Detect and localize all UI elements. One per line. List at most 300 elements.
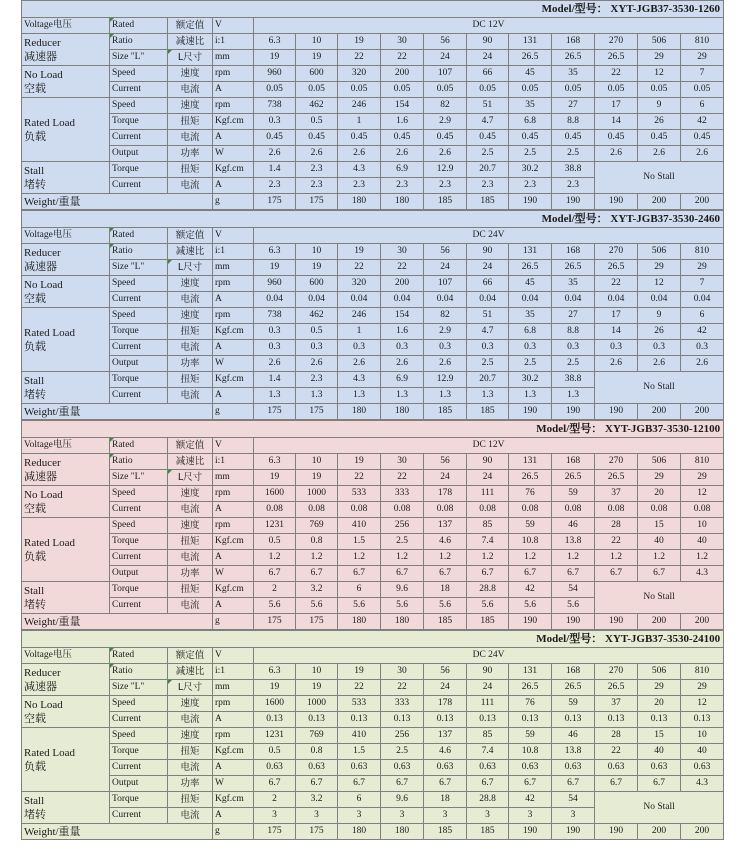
- rl-torque-value: 0.5: [254, 744, 296, 760]
- nl-speed-value: 320: [338, 66, 381, 82]
- rl-current-value: 1.2: [595, 550, 638, 566]
- rl-current-value: 0.45: [595, 130, 638, 146]
- rated-label-cn: 额定值: [168, 648, 213, 664]
- nl-current-value: 0.08: [381, 502, 424, 518]
- size-label: Size "L": [110, 50, 168, 66]
- torque-label: Torque: [110, 582, 168, 598]
- ratedload-label-cn: 负载: [24, 760, 46, 773]
- size-value: 26.5: [552, 680, 595, 696]
- rl-current-value: 0.45: [381, 130, 424, 146]
- rl-output-value: 6.7: [467, 776, 509, 792]
- rl-torque-value: 10.8: [509, 534, 552, 550]
- rl-output-value: 6.7: [638, 776, 681, 792]
- size-value: 26.5: [552, 470, 595, 486]
- size-value: 29: [638, 470, 681, 486]
- rl-current-value: 1.2: [509, 550, 552, 566]
- watt-unit: W: [213, 356, 254, 372]
- rl-torque-value: 4.7: [467, 324, 509, 340]
- ratedload-section: [22, 98, 110, 162]
- weight-value: 190: [509, 194, 552, 210]
- ratedload-label-cn: 负载: [24, 340, 46, 353]
- nl-current-value: 0.05: [254, 82, 296, 98]
- ratio-value: 810: [681, 454, 724, 470]
- ratio-label: Ratio: [110, 454, 168, 470]
- rl-torque-value: 4.6: [424, 534, 467, 550]
- reducer-label: Reducer: [24, 666, 61, 679]
- rl-output-value: 6.7: [595, 776, 638, 792]
- rl-speed-value: 462: [296, 98, 338, 114]
- rated-label-cn: 额定值: [168, 438, 213, 454]
- rl-output-value: 2.6: [424, 356, 467, 372]
- voltage-value: DC 12V: [254, 438, 724, 454]
- st-current-value: 1.3: [296, 388, 338, 404]
- rl-speed-value: 35: [509, 308, 552, 324]
- rated-label: Rated: [110, 228, 168, 244]
- rl-speed-value: 10: [681, 518, 724, 534]
- nl-speed-value: 1000: [296, 486, 338, 502]
- rl-speed-value: 51: [467, 98, 509, 114]
- ratio-value: 56: [424, 244, 467, 260]
- st-torque-value: 1.4: [254, 162, 296, 178]
- rl-output-value: 2.5: [509, 356, 552, 372]
- weight-value: 200: [638, 824, 681, 840]
- st-current-value: 3: [424, 808, 467, 824]
- rl-speed-value: 85: [467, 728, 509, 744]
- ratio-label-cn: 减速比: [168, 454, 213, 470]
- st-torque-value: 6: [338, 582, 381, 598]
- st-torque-value: 6.9: [381, 162, 424, 178]
- rl-speed-value: 51: [467, 308, 509, 324]
- ratio-value: 10: [296, 454, 338, 470]
- ratedload-label: Rated Load: [24, 116, 76, 129]
- rl-speed-value: 17: [595, 98, 638, 114]
- rl-torque-value: 1.5: [338, 744, 381, 760]
- nl-speed-value: 960: [254, 66, 296, 82]
- st-current-value: 5.6: [338, 598, 381, 614]
- reducer-section: [22, 454, 110, 486]
- voltage-label: Voltage电压: [22, 18, 110, 34]
- rl-current-value: 1.2: [552, 550, 595, 566]
- nl-speed-value: 600: [296, 276, 338, 292]
- size-value: 22: [381, 470, 424, 486]
- size-value: 29: [681, 50, 724, 66]
- ratedload-speed-row: [22, 308, 724, 324]
- nl-speed-value: 45: [509, 66, 552, 82]
- model-title: Model/型号： XYT-JGB37-3530-24100: [22, 631, 724, 648]
- weight-value: 200: [638, 404, 681, 420]
- current-label-cn: 电流: [168, 502, 213, 518]
- rl-output-value: 2.6: [296, 146, 338, 162]
- ratio-value: 506: [638, 244, 681, 260]
- rl-current-value: 0.3: [509, 340, 552, 356]
- rl-output-value: 6.7: [467, 566, 509, 582]
- rl-speed-value: 27: [552, 98, 595, 114]
- model-title: Model/型号： XYT-JGB37-3530-1260: [22, 1, 724, 18]
- rl-torque-value: 26: [638, 324, 681, 340]
- size-value: 19: [296, 470, 338, 486]
- noload-current-row: [22, 82, 724, 98]
- ratio-value: 90: [467, 454, 509, 470]
- nl-current-value: 0.04: [424, 292, 467, 308]
- ratio-value: 131: [509, 454, 552, 470]
- rl-speed-value: 256: [381, 518, 424, 534]
- nl-speed-value: 20: [638, 486, 681, 502]
- rl-speed-value: 1231: [254, 518, 296, 534]
- noload-current-row: [22, 292, 724, 308]
- weight-value: 175: [254, 404, 296, 420]
- rl-speed-value: 137: [424, 728, 467, 744]
- kgfcm-unit: Kgf.cm: [213, 582, 254, 598]
- current-label: Current: [110, 760, 168, 776]
- rl-output-value: 2.5: [552, 146, 595, 162]
- nl-speed-value: 66: [467, 66, 509, 82]
- nl-speed-value: 37: [595, 486, 638, 502]
- rl-output-value: 2.6: [638, 146, 681, 162]
- rl-speed-value: 17: [595, 308, 638, 324]
- weight-value: 190: [595, 404, 638, 420]
- size-value: 19: [254, 470, 296, 486]
- model-row: [22, 631, 724, 648]
- rl-torque-value: 13.8: [552, 534, 595, 550]
- size-value: 19: [296, 50, 338, 66]
- rl-current-value: 0.63: [681, 760, 724, 776]
- size-value: 24: [467, 680, 509, 696]
- model-title: Model/型号： XYT-JGB37-3530-2460: [22, 211, 724, 228]
- rl-output-value: 4.3: [681, 566, 724, 582]
- nl-speed-value: 178: [424, 696, 467, 712]
- weight-value: 190: [552, 194, 595, 210]
- voltage-value: DC 12V: [254, 18, 724, 34]
- size-value: 22: [381, 50, 424, 66]
- current-label-cn: 电流: [168, 178, 213, 194]
- rl-speed-value: 410: [338, 728, 381, 744]
- rl-speed-value: 154: [381, 308, 424, 324]
- size-unit: mm: [213, 260, 254, 276]
- st-current-value: 3: [509, 808, 552, 824]
- st-current-value: 3: [338, 808, 381, 824]
- rl-speed-value: 82: [424, 308, 467, 324]
- nl-speed-value: 333: [381, 696, 424, 712]
- nl-current-value: 0.13: [552, 712, 595, 728]
- size-value: 19: [296, 260, 338, 276]
- speed-label: Speed: [110, 276, 168, 292]
- rl-output-value: 4.3: [681, 776, 724, 792]
- size-value: 22: [338, 470, 381, 486]
- torque-label: Torque: [110, 114, 168, 130]
- rl-current-value: 0.63: [509, 760, 552, 776]
- voltage-unit: V: [213, 228, 254, 244]
- nl-speed-value: 7: [681, 66, 724, 82]
- rl-speed-value: 82: [424, 98, 467, 114]
- size-value: 26.5: [595, 260, 638, 276]
- weight-value: 180: [338, 614, 381, 630]
- st-torque-value: 9.6: [381, 792, 424, 808]
- size-value: 26.5: [552, 50, 595, 66]
- nl-current-value: 0.08: [595, 502, 638, 518]
- nl-current-value: 0.13: [381, 712, 424, 728]
- ratio-unit: i:1: [213, 244, 254, 260]
- nl-speed-value: 59: [552, 696, 595, 712]
- ratedload-output-row: [22, 356, 724, 372]
- rated-label: Rated: [110, 648, 168, 664]
- speed-label: Speed: [110, 308, 168, 324]
- speed-label: Speed: [110, 486, 168, 502]
- nl-current-value: 0.08: [552, 502, 595, 518]
- weight-value: 190: [552, 614, 595, 630]
- rl-speed-value: 15: [638, 728, 681, 744]
- rl-torque-value: 0.5: [254, 534, 296, 550]
- kgfcm-unit: Kgf.cm: [213, 372, 254, 388]
- stall-label-cn: 堵转: [24, 598, 46, 611]
- ratio-value: 168: [552, 454, 595, 470]
- weight-value: 200: [681, 404, 724, 420]
- ratio-label: Ratio: [110, 34, 168, 50]
- amp-unit: A: [213, 292, 254, 308]
- rl-torque-value: 40: [638, 534, 681, 550]
- weight-value: 180: [338, 194, 381, 210]
- ratio-label: Ratio: [110, 244, 168, 260]
- rpm-unit: rpm: [213, 98, 254, 114]
- ratedload-current-row: [22, 340, 724, 356]
- output-label-cn: 功率: [168, 566, 213, 582]
- ratio-value: 6.3: [254, 34, 296, 50]
- weight-value: 175: [254, 824, 296, 840]
- noload-label-cn: 空载: [24, 292, 46, 305]
- rl-torque-value: 22: [595, 534, 638, 550]
- ratedload-output-row: [22, 146, 724, 162]
- motor-spec-table: [21, 0, 724, 210]
- rl-output-value: 2.6: [254, 356, 296, 372]
- size-value: 29: [638, 50, 681, 66]
- weight-value: 175: [254, 614, 296, 630]
- rl-speed-value: 1231: [254, 728, 296, 744]
- rl-speed-value: 27: [552, 308, 595, 324]
- watt-unit: W: [213, 776, 254, 792]
- st-torque-value: 9.6: [381, 582, 424, 598]
- rl-output-value: 6.7: [424, 776, 467, 792]
- noload-label-cn: 空载: [24, 712, 46, 725]
- rl-output-value: 2.6: [338, 146, 381, 162]
- nl-speed-value: 533: [338, 486, 381, 502]
- weight-label: Weight/重量: [22, 194, 213, 210]
- rl-speed-value: 246: [338, 98, 381, 114]
- reducer-section: [22, 34, 110, 66]
- weight-row: [22, 194, 724, 210]
- ratedload-section: [22, 518, 110, 582]
- rl-speed-value: 46: [552, 728, 595, 744]
- current-label-cn: 电流: [168, 292, 213, 308]
- rl-current-value: 0.45: [681, 130, 724, 146]
- rl-current-value: 0.45: [467, 130, 509, 146]
- st-torque-value: 30.2: [509, 162, 552, 178]
- noload-section: [22, 696, 110, 728]
- torque-label-cn: 扭矩: [168, 324, 213, 340]
- rl-current-value: 0.63: [424, 760, 467, 776]
- rl-current-value: 0.63: [638, 760, 681, 776]
- st-torque-value: 12.9: [424, 162, 467, 178]
- gram-unit: g: [213, 194, 254, 210]
- kgfcm-unit: Kgf.cm: [213, 114, 254, 130]
- weight-value: 185: [424, 194, 467, 210]
- current-label: Current: [110, 550, 168, 566]
- nl-current-value: 0.13: [509, 712, 552, 728]
- ratio-value: 56: [424, 664, 467, 680]
- rl-output-value: 2.6: [595, 356, 638, 372]
- weight-value: 200: [681, 824, 724, 840]
- voltage-unit: V: [213, 18, 254, 34]
- rl-output-value: 2.5: [467, 356, 509, 372]
- nl-speed-value: 111: [467, 696, 509, 712]
- ratio-value: 270: [595, 244, 638, 260]
- st-current-value: 1.3: [381, 388, 424, 404]
- rl-torque-value: 4.7: [467, 114, 509, 130]
- no-stall-note: No Stall: [595, 372, 724, 404]
- nl-current-value: 0.04: [296, 292, 338, 308]
- rl-torque-value: 42: [681, 324, 724, 340]
- ratedload-section: [22, 728, 110, 792]
- kgfcm-unit: Kgf.cm: [213, 534, 254, 550]
- current-label-cn: 电流: [168, 340, 213, 356]
- rl-torque-value: 8.8: [552, 114, 595, 130]
- st-torque-value: 3.2: [296, 792, 338, 808]
- weight-label: Weight/重量: [22, 404, 213, 420]
- rl-torque-value: 22: [595, 744, 638, 760]
- weight-value: 180: [381, 404, 424, 420]
- speed-label-cn: 速度: [168, 308, 213, 324]
- size-unit: mm: [213, 680, 254, 696]
- output-label: Output: [110, 356, 168, 372]
- rl-torque-value: 1.5: [338, 534, 381, 550]
- rl-torque-value: 0.8: [296, 534, 338, 550]
- current-label: Current: [110, 388, 168, 404]
- nl-current-value: 0.13: [681, 712, 724, 728]
- rl-torque-value: 14: [595, 324, 638, 340]
- stall-label: Stall: [24, 164, 45, 177]
- ratio-value: 270: [595, 454, 638, 470]
- ratedload-torque-row: [22, 534, 724, 550]
- reducer-label-cn: 减速器: [24, 680, 57, 693]
- motor-spec-table: [21, 420, 724, 630]
- speed-label-cn: 速度: [168, 66, 213, 82]
- nl-speed-value: 533: [338, 696, 381, 712]
- rl-current-value: 0.63: [381, 760, 424, 776]
- voltage-row: [22, 18, 724, 34]
- nl-speed-value: 1000: [296, 696, 338, 712]
- ratedload-speed-row: [22, 98, 724, 114]
- rl-speed-value: 15: [638, 518, 681, 534]
- rl-current-value: 1.2: [681, 550, 724, 566]
- rl-speed-value: 137: [424, 518, 467, 534]
- ratedload-current-row: [22, 130, 724, 146]
- output-label: Output: [110, 566, 168, 582]
- st-torque-value: 2.3: [296, 372, 338, 388]
- size-value: 22: [381, 680, 424, 696]
- rpm-unit: rpm: [213, 486, 254, 502]
- weight-value: 180: [381, 194, 424, 210]
- st-current-value: 1.3: [338, 388, 381, 404]
- nl-current-value: 0.04: [467, 292, 509, 308]
- noload-label: No Load: [24, 488, 63, 501]
- nl-current-value: 0.13: [467, 712, 509, 728]
- model-title: Model/型号： XYT-JGB37-3530-12100: [22, 421, 724, 438]
- rl-output-value: 2.6: [595, 146, 638, 162]
- st-torque-value: 2: [254, 792, 296, 808]
- reducer-section: [22, 664, 110, 696]
- nl-speed-value: 600: [296, 66, 338, 82]
- amp-unit: A: [213, 82, 254, 98]
- rl-torque-value: 0.8: [296, 744, 338, 760]
- st-current-value: 2.3: [338, 178, 381, 194]
- ratio-value: 56: [424, 454, 467, 470]
- reducer-label: Reducer: [24, 456, 61, 469]
- stall-label-cn: 堵转: [24, 388, 46, 401]
- nl-speed-value: 59: [552, 486, 595, 502]
- noload-speed-row: [22, 66, 724, 82]
- rl-speed-value: 9: [638, 308, 681, 324]
- size-row: [22, 50, 724, 66]
- current-label: Current: [110, 502, 168, 518]
- nl-speed-value: 35: [552, 276, 595, 292]
- ratio-value: 90: [467, 34, 509, 50]
- st-torque-value: 1.4: [254, 372, 296, 388]
- st-current-value: 3: [552, 808, 595, 824]
- speed-label-cn: 速度: [168, 518, 213, 534]
- ratio-label-cn: 减速比: [168, 34, 213, 50]
- rl-current-value: 1.2: [381, 550, 424, 566]
- current-label-cn: 电流: [168, 82, 213, 98]
- weight-value: 185: [467, 614, 509, 630]
- size-value: 19: [254, 50, 296, 66]
- st-torque-value: 6: [338, 792, 381, 808]
- st-current-value: 1.3: [509, 388, 552, 404]
- voltage-row: [22, 438, 724, 454]
- noload-speed-row: [22, 696, 724, 712]
- model-row: [22, 421, 724, 438]
- size-unit: mm: [213, 470, 254, 486]
- nl-speed-value: 107: [424, 66, 467, 82]
- nl-current-value: 0.08: [296, 502, 338, 518]
- current-label: Current: [110, 712, 168, 728]
- rl-speed-value: 769: [296, 518, 338, 534]
- st-current-value: 1.3: [424, 388, 467, 404]
- rl-speed-value: 85: [467, 518, 509, 534]
- torque-label: Torque: [110, 792, 168, 808]
- noload-label-cn: 空载: [24, 82, 46, 95]
- torque-label: Torque: [110, 372, 168, 388]
- rl-output-value: 6.7: [296, 776, 338, 792]
- rl-current-value: 0.3: [638, 340, 681, 356]
- nl-speed-value: 1600: [254, 486, 296, 502]
- output-label: Output: [110, 146, 168, 162]
- stall-torque-row: [22, 582, 724, 598]
- model-row: [22, 1, 724, 18]
- ratedload-output-row: [22, 566, 724, 582]
- st-torque-value: 28.8: [467, 792, 509, 808]
- ratio-value: 30: [381, 244, 424, 260]
- kgfcm-unit: Kgf.cm: [213, 744, 254, 760]
- ratio-value: 168: [552, 34, 595, 50]
- kgfcm-unit: Kgf.cm: [213, 792, 254, 808]
- rl-torque-value: 1: [338, 324, 381, 340]
- ratio-unit: i:1: [213, 454, 254, 470]
- size-value: 24: [424, 470, 467, 486]
- stall-label: Stall: [24, 584, 45, 597]
- ratio-label: Ratio: [110, 664, 168, 680]
- size-value: 26.5: [595, 50, 638, 66]
- no-stall-note: No Stall: [595, 162, 724, 194]
- torque-label-cn: 扭矩: [168, 534, 213, 550]
- voltage-unit: V: [213, 438, 254, 454]
